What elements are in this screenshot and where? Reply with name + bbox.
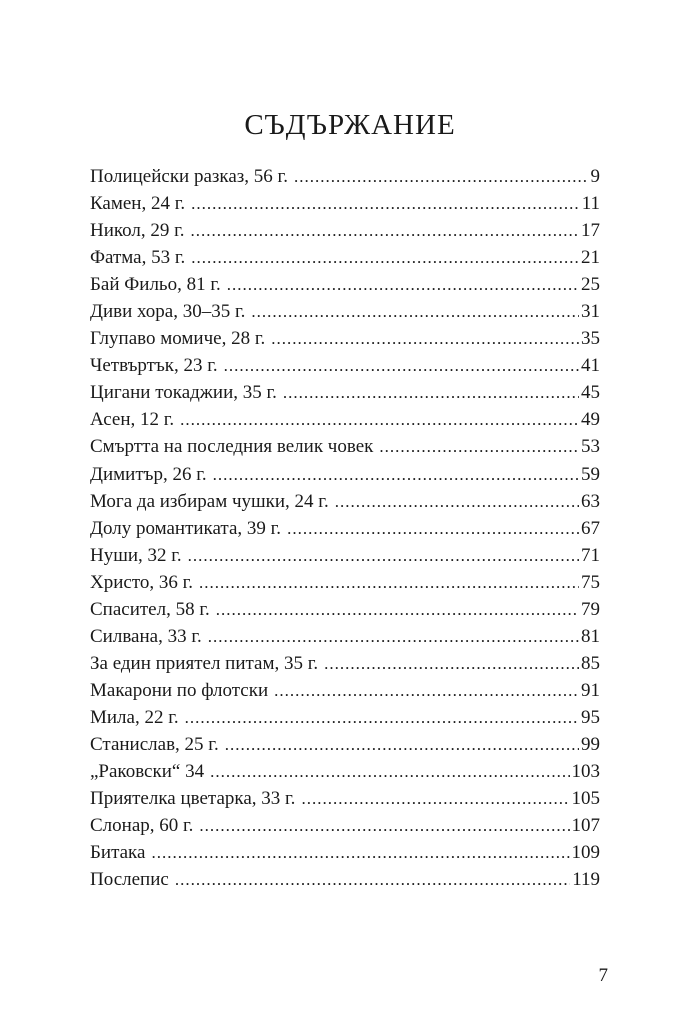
toc-leader-dots bbox=[208, 623, 579, 650]
toc-leader-dots bbox=[287, 515, 579, 542]
toc-entry bbox=[90, 677, 600, 704]
toc-entry-title: Долу романтиката, 39 г. bbox=[90, 517, 282, 539]
toc-entry-title: Четвъртък, 23 г. bbox=[90, 355, 218, 377]
toc-leader-dots bbox=[294, 163, 589, 190]
page-number: 7 bbox=[598, 965, 608, 986]
toc-leader-dots bbox=[210, 758, 569, 785]
toc-entry-title: Бай Фильо, 81 г. bbox=[90, 274, 221, 296]
toc-entry-page: 103 bbox=[571, 761, 600, 783]
toc-entry bbox=[90, 244, 600, 271]
toc-leader-dots bbox=[225, 731, 579, 758]
toc-entry bbox=[90, 488, 600, 515]
toc-leader-dots bbox=[301, 785, 569, 812]
toc-entry-title: Камен, 24 г. bbox=[90, 193, 186, 215]
toc-entry-title: Силвана, 33 г. bbox=[90, 625, 202, 647]
toc-entry bbox=[90, 515, 600, 542]
toc-leader-dots bbox=[227, 271, 579, 298]
toc-entry bbox=[90, 352, 600, 379]
toc-entry-title: Слонар, 60 г. bbox=[90, 815, 194, 837]
toc-entry-title: Фатма, 53 г. bbox=[90, 247, 186, 269]
toc-leader-dots bbox=[191, 217, 579, 244]
toc-entry-title: Смъртта на последния велик човек bbox=[90, 436, 374, 458]
toc-leader-dots bbox=[175, 866, 570, 893]
toc-entry-page: 31 bbox=[581, 301, 600, 323]
toc-entry bbox=[90, 785, 600, 812]
toc-leader-dots bbox=[185, 704, 579, 731]
toc-entry bbox=[90, 271, 600, 298]
toc-entry-title: Макарони по флотски bbox=[90, 679, 269, 701]
table-of-contents bbox=[90, 163, 600, 893]
toc-entry bbox=[90, 325, 600, 352]
toc-entry-page: 99 bbox=[581, 733, 600, 755]
toc-entry-page: 35 bbox=[581, 328, 600, 350]
toc-entry-title: Битака bbox=[90, 842, 146, 864]
toc-entry-title: Станислав, 25 г. bbox=[90, 733, 219, 755]
toc-entry-page: 71 bbox=[581, 544, 600, 566]
toc-entry-title: Нуши, 32 г. bbox=[90, 544, 182, 566]
toc-entry-page: 11 bbox=[581, 193, 600, 215]
toc-entry-title: Цигани токаджии, 35 г. bbox=[90, 382, 277, 404]
toc-entry bbox=[90, 298, 600, 325]
toc-entry-page: 67 bbox=[581, 517, 600, 539]
toc-entry-page: 107 bbox=[571, 815, 600, 837]
toc-entry bbox=[90, 758, 600, 785]
toc-leader-dots bbox=[224, 352, 579, 379]
toc-entry-page: 17 bbox=[581, 220, 600, 242]
toc-entry-title: Мила, 22 г. bbox=[90, 706, 179, 728]
toc-entry-title: Спасител, 58 г. bbox=[90, 598, 210, 620]
toc-entry bbox=[90, 217, 600, 244]
toc-entry bbox=[90, 542, 600, 569]
toc-entry bbox=[90, 812, 600, 839]
toc-entry-title: Асен, 12 г. bbox=[90, 409, 175, 431]
toc-entry bbox=[90, 731, 600, 758]
toc-entry-page: 59 bbox=[581, 463, 600, 485]
toc-leader-dots bbox=[283, 379, 579, 406]
toc-entry-page: 81 bbox=[581, 625, 600, 647]
toc-entry-page: 109 bbox=[571, 842, 600, 864]
toc-leader-dots bbox=[271, 325, 579, 352]
toc-entry bbox=[90, 190, 600, 217]
toc-entry-title: Никол, 29 г. bbox=[90, 220, 185, 242]
toc-entry-page: 25 bbox=[581, 274, 600, 296]
toc-entry-page: 91 bbox=[581, 679, 600, 701]
toc-entry bbox=[90, 866, 600, 893]
toc-entry-page: 53 bbox=[581, 436, 600, 458]
toc-entry-page: 41 bbox=[581, 355, 600, 377]
toc-entry-title: Христо, 36 г. bbox=[90, 571, 194, 593]
toc-entry-title: Мога да избирам чушки, 24 г. bbox=[90, 490, 329, 512]
toc-entry-page: 119 bbox=[572, 869, 600, 891]
toc-entry-title: За един приятел питам, 35 г. bbox=[90, 652, 319, 674]
toc-entry bbox=[90, 704, 600, 731]
toc-entry bbox=[90, 433, 600, 460]
toc-entry-page: 21 bbox=[581, 247, 600, 269]
toc-leader-dots bbox=[324, 650, 579, 677]
toc-entry-title: Приятелка цветарка, 33 г. bbox=[90, 788, 296, 810]
toc-entry-title: Диви хора, 30–35 г. bbox=[90, 301, 246, 323]
toc-leader-dots bbox=[191, 190, 580, 217]
toc-leader-dots bbox=[151, 839, 569, 866]
toc-entry-page: 85 bbox=[581, 652, 600, 674]
toc-entry-title: „Раковски“ 34 bbox=[90, 761, 205, 783]
page-title: СЪДЪРЖАНИЕ bbox=[244, 109, 456, 142]
toc-leader-dots bbox=[213, 461, 579, 488]
toc-entry-page: 63 bbox=[581, 490, 600, 512]
toc-entry-page: 45 bbox=[581, 382, 600, 404]
toc-entry-page: 9 bbox=[590, 166, 600, 187]
toc-leader-dots bbox=[379, 433, 579, 460]
toc-leader-dots bbox=[199, 812, 569, 839]
toc-leader-dots bbox=[216, 596, 579, 623]
toc-entry-title: Полицейски разказ, 56 г. bbox=[90, 166, 288, 187]
toc-leader-dots bbox=[274, 677, 579, 704]
toc-leader-dots bbox=[199, 569, 579, 596]
toc-entry bbox=[90, 163, 600, 190]
toc-entry-title: Глупаво момиче, 28 г. bbox=[90, 328, 266, 350]
toc-entry bbox=[90, 379, 600, 406]
toc-entry bbox=[90, 569, 600, 596]
toc-entry bbox=[90, 406, 600, 433]
toc-entry-page: 79 bbox=[581, 598, 600, 620]
toc-leader-dots bbox=[188, 542, 579, 569]
toc-leader-dots bbox=[180, 406, 579, 433]
toc-entry-page: 95 bbox=[581, 706, 600, 728]
toc-entry-title: Димитър, 26 г. bbox=[90, 463, 207, 485]
toc-entry bbox=[90, 461, 600, 488]
toc-entry-title: Послепис bbox=[90, 869, 169, 891]
toc-entry bbox=[90, 596, 600, 623]
toc-leader-dots bbox=[251, 298, 579, 325]
toc-entry-page: 75 bbox=[581, 571, 600, 593]
toc-leader-dots bbox=[335, 488, 579, 515]
toc-entry-page: 49 bbox=[581, 409, 600, 431]
toc-entry bbox=[90, 650, 600, 677]
toc-entry-page: 105 bbox=[571, 788, 600, 810]
toc-entry bbox=[90, 623, 600, 650]
toc-leader-dots bbox=[191, 244, 579, 271]
toc-entry bbox=[90, 839, 600, 866]
